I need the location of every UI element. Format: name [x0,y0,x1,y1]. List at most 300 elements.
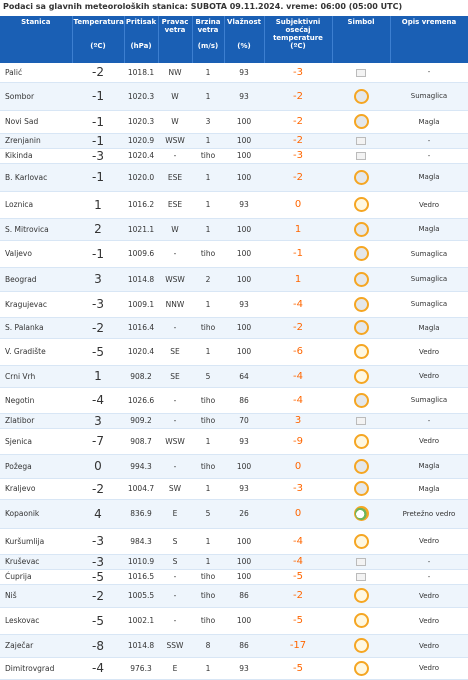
subjective-temperature: -4 [264,554,332,569]
wind-direction: E [158,499,192,528]
temperature-value: -5 [72,569,124,584]
humidity-value: 100 [224,240,264,267]
humidity-value: 93 [224,657,264,679]
table-row [0,454,468,478]
wind-direction: - [158,584,192,607]
humidity-value: 26 [224,499,264,528]
pressure-value: 1004.7 [124,478,158,499]
pressure-value: 1020.9 [124,133,158,148]
weather-symbol [332,218,390,240]
sun-icon [354,588,369,603]
table-row [0,82,468,110]
fog-icon [354,272,369,287]
wind-direction: - [158,387,192,413]
weather-description: Sumaglica [390,240,468,267]
subjective-temperature: -9 [264,428,332,454]
weather-symbol [332,267,390,291]
subjective-temperature: -4 [264,365,332,387]
pressure-value: 1020.3 [124,110,158,133]
wind-speed: 1 [192,163,224,191]
weather-symbol [332,63,390,82]
station-name: Niš [0,584,72,607]
wind-direction: WSW [158,267,192,291]
table-row [0,267,468,291]
wind-speed: 1 [192,657,224,679]
weather-symbol [332,317,390,338]
wind-speed: tiho [192,413,224,428]
fog-icon [354,393,369,408]
weather-description: Magla [390,110,468,133]
station-name: B. Karlovac [0,163,72,191]
subjective-temperature: 0 [264,454,332,478]
weather-symbol [332,454,390,478]
station-name: Novi Sad [0,110,72,133]
pressure-value: 836.9 [124,499,158,528]
wind-speed: tiho [192,607,224,634]
wind-speed: 2 [192,267,224,291]
temperature-value: 1 [72,365,124,387]
weather-symbol [332,240,390,267]
subjective-temperature: 1 [264,267,332,291]
wind-speed: tiho [192,240,224,267]
temperature-value: -1 [72,82,124,110]
station-name: Zlatibor [0,413,72,428]
humidity-value: 100 [224,148,264,163]
temperature-value: -2 [72,584,124,607]
weather-symbol [332,110,390,133]
weather-description: Vedro [390,428,468,454]
subjective-temperature: -2 [264,317,332,338]
humidity-value: 86 [224,584,264,607]
pressure-value: 1020.3 [124,82,158,110]
humidity-value: 100 [224,607,264,634]
pressure-value: 1010.9 [124,554,158,569]
humidity-value: 64 [224,365,264,387]
wind-speed: 1 [192,218,224,240]
station-name: V. Gradište [0,338,72,365]
humidity-value: 100 [224,454,264,478]
wind-direction: - [158,607,192,634]
weather-description: Vedro [390,365,468,387]
pressure-value: 1026.6 [124,387,158,413]
humidity-value: 100 [224,110,264,133]
subjective-temperature: 0 [264,191,332,218]
humidity-value: 100 [224,218,264,240]
humidity-value: 100 [224,554,264,569]
humidity-value: 93 [224,82,264,110]
subjective-temperature: -2 [264,163,332,191]
humidity-value: 100 [224,317,264,338]
table-row [0,569,468,584]
table-row [0,338,468,365]
fog-icon [354,459,369,474]
wind-direction: - [158,569,192,584]
weather-description: Magla [390,317,468,338]
temperature-value: 3 [72,413,124,428]
wind-speed: 1 [192,63,224,82]
station-name: Beograd [0,267,72,291]
pressure-value: 908.2 [124,365,158,387]
weather-symbol [332,413,390,428]
col-header: Brzina vetra (m/s) [192,16,224,63]
wind-speed: 1 [192,82,224,110]
weather-symbol [332,478,390,499]
table-row [0,191,468,218]
weather-symbol [332,387,390,413]
station-name: Ćuprija [0,569,72,584]
col-header: Opis vremena [390,16,468,63]
subjective-temperature: 0 [264,499,332,528]
partly-cloudy-icon [354,506,369,521]
wind-direction: E [158,657,192,679]
table-row [0,163,468,191]
wind-direction: W [158,218,192,240]
subjective-temperature: -2 [264,110,332,133]
weather-symbol [332,428,390,454]
temperature-value: -3 [72,554,124,569]
temperature-value: 0 [72,454,124,478]
wind-direction: - [158,240,192,267]
humidity-value: 93 [224,191,264,218]
wind-direction: S [158,528,192,554]
col-header: Stanica [0,16,72,63]
weather-description: Magla [390,163,468,191]
humidity-value: 86 [224,634,264,657]
temperature-value: -2 [72,63,124,82]
wind-direction: W [158,110,192,133]
wind-direction: S [158,554,192,569]
pressure-value: 909.2 [124,413,158,428]
sun-icon [354,197,369,212]
subjective-temperature: -3 [264,478,332,499]
station-name: Dimitrovgrad [0,657,72,679]
table-row [0,657,468,679]
sun-icon [354,638,369,653]
temperature-value: -3 [72,291,124,317]
temperature-value: -5 [72,607,124,634]
subjective-temperature: 3 [264,413,332,428]
weather-description: Vedro [390,528,468,554]
humidity-value: 93 [224,63,264,82]
station-name: Kopaonik [0,499,72,528]
weather-symbol [332,499,390,528]
wind-direction: - [158,413,192,428]
missing-icon [356,417,366,425]
subjective-temperature: -5 [264,569,332,584]
table-row [0,240,468,267]
weather-symbol [332,191,390,218]
table-row [0,554,468,569]
wind-direction: SSW [158,634,192,657]
humidity-value: 86 [224,387,264,413]
wind-speed: tiho [192,584,224,607]
temperature-value: -1 [72,110,124,133]
pressure-value: 976.3 [124,657,158,679]
subjective-temperature: -5 [264,607,332,634]
page-title: Podaci sa glavnih meteoroloških stanica: SUBOTA 09.11.2024. vreme: 06:00 (05:00 UTC) [3,2,403,11]
sun-icon [354,434,369,449]
humidity-value: 100 [224,267,264,291]
humidity-value: 100 [224,569,264,584]
table-row [0,63,468,82]
wind-speed: 1 [192,554,224,569]
weather-description: Vedro [390,607,468,634]
temperature-value: -5 [72,338,124,365]
col-header: Subjektivni osećaj temperature (ºC) [264,16,332,63]
wind-speed: tiho [192,454,224,478]
subjective-temperature: -17 [264,634,332,657]
temperature-value: -2 [72,478,124,499]
wind-direction: W [158,82,192,110]
weather-description: Sumaglica [390,82,468,110]
station-name: Kruševac [0,554,72,569]
wind-speed: 1 [192,428,224,454]
table-header-row [0,16,468,63]
station-name: Kragujevac [0,291,72,317]
humidity-value: 93 [224,478,264,499]
pressure-value: 1020.4 [124,148,158,163]
missing-icon [356,152,366,160]
pressure-value: 1009.1 [124,291,158,317]
sun-icon [354,344,369,359]
sun-icon [354,661,369,676]
temperature-value: -2 [72,317,124,338]
fog-icon [354,246,369,261]
col-header: Simbol [332,16,390,63]
fog-icon [354,89,369,104]
station-name: S. Mitrovica [0,218,72,240]
wind-speed: tiho [192,317,224,338]
weather-description: Vedro [390,657,468,679]
weather-symbol [332,528,390,554]
wind-direction: ESE [158,163,192,191]
fog-icon [354,170,369,185]
wind-direction: WSW [158,428,192,454]
fog-icon [354,297,369,312]
table-row [0,584,468,607]
table-row [0,387,468,413]
weather-symbol [332,291,390,317]
pressure-value: 1014.8 [124,267,158,291]
missing-icon [356,137,366,145]
pressure-value: 1018.1 [124,63,158,82]
wind-speed: 1 [192,478,224,499]
table-row [0,499,468,528]
col-header: Pritisak (hPa) [124,16,158,63]
weather-table [0,16,468,680]
col-header: Vlažnost (%) [224,16,264,63]
wind-direction: - [158,317,192,338]
humidity-value: 100 [224,133,264,148]
weather-symbol [332,657,390,679]
pressure-value: 1009.6 [124,240,158,267]
subjective-temperature: -6 [264,338,332,365]
pressure-value: 1014.8 [124,634,158,657]
table-row [0,218,468,240]
pressure-value: 1005.5 [124,584,158,607]
station-name: Zaječar [0,634,72,657]
temperature-value: -3 [72,148,124,163]
weather-description: - [390,554,468,569]
table-row [0,365,468,387]
wind-speed: 5 [192,499,224,528]
subjective-temperature: -3 [264,148,332,163]
weather-description: - [390,148,468,163]
subjective-temperature: -4 [264,528,332,554]
wind-speed: 1 [192,191,224,218]
pressure-value: 1021.1 [124,218,158,240]
subjective-temperature: -2 [264,133,332,148]
table-row [0,148,468,163]
pressure-value: 1002.1 [124,607,158,634]
wind-speed: 1 [192,133,224,148]
col-header: Temperatura (ºC) [72,16,124,63]
pressure-value: 994.3 [124,454,158,478]
table-row [0,634,468,657]
sun-icon [354,369,369,384]
humidity-value: 100 [224,528,264,554]
wind-direction: - [158,454,192,478]
temperature-value: 3 [72,267,124,291]
humidity-value: 100 [224,338,264,365]
station-name: Kuršumlija [0,528,72,554]
station-name: S. Palanka [0,317,72,338]
weather-symbol [332,584,390,607]
temperature-value: -3 [72,528,124,554]
wind-direction: WSW [158,133,192,148]
station-name: Zrenjanin [0,133,72,148]
temperature-value: -1 [72,133,124,148]
col-header: Pravac vetra [158,16,192,63]
temperature-value: -1 [72,240,124,267]
weather-description: Magla [390,454,468,478]
subjective-temperature: -2 [264,584,332,607]
wind-direction: SW [158,478,192,499]
subjective-temperature: -1 [264,240,332,267]
pressure-value: 1020.4 [124,338,158,365]
wind-direction: SE [158,365,192,387]
station-name: Palić [0,63,72,82]
station-name: Sombor [0,82,72,110]
wind-direction: ESE [158,191,192,218]
weather-description: Vedro [390,584,468,607]
temperature-value: -7 [72,428,124,454]
station-name: Kraljevo [0,478,72,499]
missing-icon [356,69,366,77]
weather-symbol [332,338,390,365]
station-name: Požega [0,454,72,478]
wind-speed: 3 [192,110,224,133]
weather-symbol [332,163,390,191]
sun-icon [354,534,369,549]
table-row [0,133,468,148]
weather-description: Vedro [390,191,468,218]
table-row [0,291,468,317]
wind-speed: 1 [192,291,224,317]
table-row [0,607,468,634]
table-row [0,528,468,554]
wind-speed: tiho [192,569,224,584]
weather-symbol [332,607,390,634]
temperature-value: 1 [72,191,124,218]
fog-icon [354,320,369,335]
subjective-temperature: -2 [264,82,332,110]
wind-direction: - [158,148,192,163]
weather-description: - [390,63,468,82]
weather-description: Magla [390,478,468,499]
subjective-temperature: 1 [264,218,332,240]
subjective-temperature: -4 [264,291,332,317]
weather-description: Pretežno vedro [390,499,468,528]
wind-speed: 5 [192,365,224,387]
missing-icon [356,573,366,581]
table-row [0,413,468,428]
sun-icon [354,613,369,628]
humidity-value: 93 [224,428,264,454]
temperature-value: -1 [72,163,124,191]
fog-icon [354,222,369,237]
station-name: Loznica [0,191,72,218]
table-row [0,478,468,499]
fog-icon [354,114,369,129]
table-row [0,317,468,338]
weather-description: Magla [390,218,468,240]
weather-symbol [332,569,390,584]
subjective-temperature: -4 [264,387,332,413]
wind-speed: 1 [192,338,224,365]
temperature-value: -4 [72,387,124,413]
pressure-value: 1020.0 [124,163,158,191]
pressure-value: 1016.2 [124,191,158,218]
weather-description: Sumaglica [390,267,468,291]
station-name: Crni Vrh [0,365,72,387]
weather-description: Sumaglica [390,291,468,317]
weather-description: - [390,413,468,428]
wind-direction: SE [158,338,192,365]
humidity-value: 70 [224,413,264,428]
weather-description: Vedro [390,338,468,365]
station-name: Sjenica [0,428,72,454]
pressure-value: 1016.4 [124,317,158,338]
wind-speed: tiho [192,387,224,413]
table-row [0,428,468,454]
temperature-value: 2 [72,218,124,240]
wind-direction: NNW [158,291,192,317]
wind-speed: 8 [192,634,224,657]
humidity-value: 93 [224,291,264,317]
weather-symbol [332,634,390,657]
wind-speed: tiho [192,148,224,163]
table-row [0,110,468,133]
pressure-value: 908.7 [124,428,158,454]
temperature-value: 4 [72,499,124,528]
weather-symbol [332,148,390,163]
station-name: Negotin [0,387,72,413]
fog-icon [354,481,369,496]
station-name: Kikinda [0,148,72,163]
weather-symbol [332,133,390,148]
pressure-value: 984.3 [124,528,158,554]
humidity-value: 100 [224,163,264,191]
subjective-temperature: -5 [264,657,332,679]
station-name: Valjevo [0,240,72,267]
weather-symbol [332,82,390,110]
station-name: Leskovac [0,607,72,634]
pressure-value: 1016.5 [124,569,158,584]
weather-description: Vedro [390,634,468,657]
missing-icon [356,558,366,566]
subjective-temperature: -3 [264,63,332,82]
